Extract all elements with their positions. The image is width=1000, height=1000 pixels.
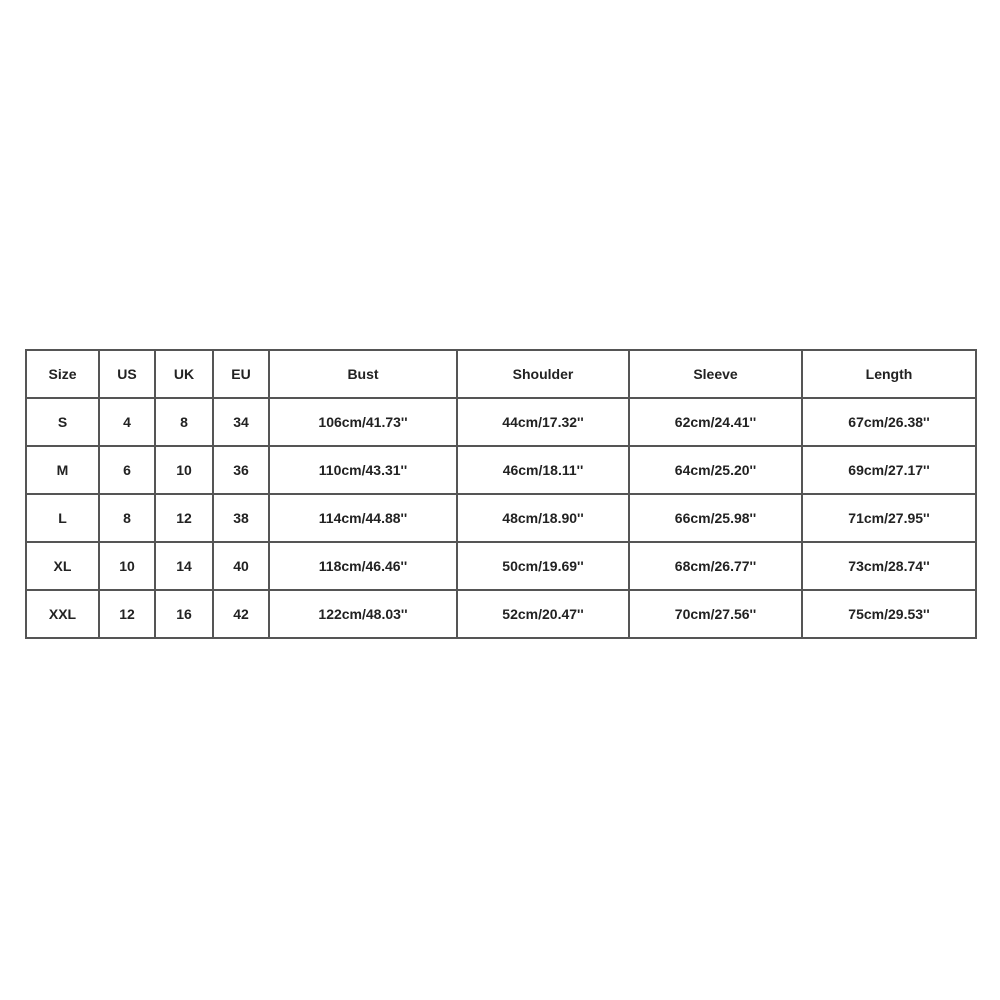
cell-bust: 110cm/43.31'' bbox=[269, 446, 457, 494]
cell-size: L bbox=[26, 494, 99, 542]
cell-eu: 36 bbox=[213, 446, 269, 494]
cell-sleeve: 62cm/24.41'' bbox=[629, 398, 802, 446]
cell-uk: 12 bbox=[155, 494, 213, 542]
cell-length: 67cm/26.38'' bbox=[802, 398, 976, 446]
cell-shoulder: 52cm/20.47'' bbox=[457, 590, 629, 638]
cell-size: XL bbox=[26, 542, 99, 590]
cell-us: 8 bbox=[99, 494, 155, 542]
table-row bbox=[26, 542, 976, 590]
cell-us: 12 bbox=[99, 590, 155, 638]
header-sleeve: Sleeve bbox=[629, 350, 802, 398]
cell-eu: 42 bbox=[213, 590, 269, 638]
header-shoulder: Shoulder bbox=[457, 350, 629, 398]
header-bust: Bust bbox=[269, 350, 457, 398]
table-row bbox=[26, 446, 976, 494]
cell-length: 75cm/29.53'' bbox=[802, 590, 976, 638]
cell-us: 10 bbox=[99, 542, 155, 590]
cell-shoulder: 44cm/17.32'' bbox=[457, 398, 629, 446]
header-eu: EU bbox=[213, 350, 269, 398]
header-size: Size bbox=[26, 350, 99, 398]
cell-shoulder: 50cm/19.69'' bbox=[457, 542, 629, 590]
cell-bust: 114cm/44.88'' bbox=[269, 494, 457, 542]
cell-size: M bbox=[26, 446, 99, 494]
cell-shoulder: 48cm/18.90'' bbox=[457, 494, 629, 542]
header-length: Length bbox=[802, 350, 976, 398]
cell-eu: 34 bbox=[213, 398, 269, 446]
cell-bust: 106cm/41.73'' bbox=[269, 398, 457, 446]
cell-uk: 10 bbox=[155, 446, 213, 494]
table-row bbox=[26, 590, 976, 638]
cell-length: 69cm/27.17'' bbox=[802, 446, 976, 494]
cell-us: 6 bbox=[99, 446, 155, 494]
cell-size: XXL bbox=[26, 590, 99, 638]
cell-eu: 40 bbox=[213, 542, 269, 590]
cell-length: 73cm/28.74'' bbox=[802, 542, 976, 590]
cell-bust: 122cm/48.03'' bbox=[269, 590, 457, 638]
cell-sleeve: 68cm/26.77'' bbox=[629, 542, 802, 590]
table-row bbox=[26, 494, 976, 542]
cell-uk: 14 bbox=[155, 542, 213, 590]
cell-uk: 8 bbox=[155, 398, 213, 446]
cell-us: 4 bbox=[99, 398, 155, 446]
header-row bbox=[26, 350, 976, 398]
size-chart-table bbox=[25, 349, 977, 639]
cell-sleeve: 64cm/25.20'' bbox=[629, 446, 802, 494]
header-us: US bbox=[99, 350, 155, 398]
cell-shoulder: 46cm/18.11'' bbox=[457, 446, 629, 494]
cell-bust: 118cm/46.46'' bbox=[269, 542, 457, 590]
header-uk: UK bbox=[155, 350, 213, 398]
cell-sleeve: 70cm/27.56'' bbox=[629, 590, 802, 638]
cell-size: S bbox=[26, 398, 99, 446]
table-row bbox=[26, 398, 976, 446]
cell-uk: 16 bbox=[155, 590, 213, 638]
cell-length: 71cm/27.95'' bbox=[802, 494, 976, 542]
cell-sleeve: 66cm/25.98'' bbox=[629, 494, 802, 542]
cell-eu: 38 bbox=[213, 494, 269, 542]
